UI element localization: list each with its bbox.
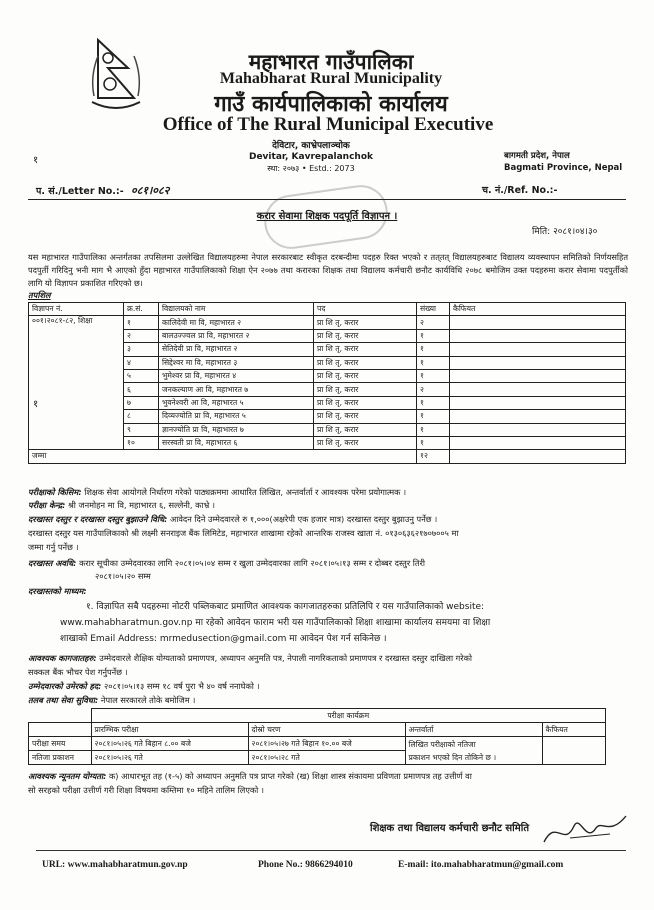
tapsil-label: तपशिल xyxy=(28,290,51,300)
remarks-cell xyxy=(450,356,626,369)
exam-center-label: परीक्षा केन्द्र: xyxy=(28,500,66,510)
interview-text-1: लिखित परीक्षाको नतिजा xyxy=(408,739,476,749)
municipality-name-np: महाभारत गाउँपालिका xyxy=(248,49,414,74)
count-cell: २ xyxy=(417,316,450,329)
post-cell: प्रा शि तृ, करार xyxy=(314,410,417,423)
fee-line-1 xyxy=(28,513,628,526)
count-cell: १ xyxy=(417,436,450,449)
province-en: Bagmati Province, Nepal xyxy=(504,163,623,173)
footer-divider xyxy=(36,850,626,851)
letter-no-value: ०८१।०८२ xyxy=(130,184,170,197)
sn-cell: ८ xyxy=(124,410,159,423)
notice-intro: यस महाभारत गाउँपालिका अन्तर्गतका तपसिलमा उल्लेखित विद्यालयहरुमा नेपाल सरकारबाट स्वीकृत दरबन्दीमा पदहरु रिक्त भएको र तत्‌तत् विद्यालयहरुबाट विद्यालय व्यवस्थापन समितिको निर्णयसहित पदपुर्ती गरिदिनु भनी माग भै आएको हुँदा महाभारत गाउँपालिकाको शिक्षा ऐन २०७७ तथा करारका शिक्षक तथा विद्यालय कर्मचारी छनौट कार्यविधि २०७८ बमोजिम उक्त पदहरुमा करार सेवामा पदपुर्तीको लागि यो विज्ञापन प्रकाशित गरिएको छ। xyxy=(28,252,628,288)
col-remarks: कैफियत xyxy=(450,303,626,316)
remarks-cell xyxy=(450,436,626,449)
age-line xyxy=(28,680,628,693)
total-label: जम्मा xyxy=(29,450,417,463)
exam-center xyxy=(28,499,628,512)
count-cell: १ xyxy=(417,423,450,436)
ref-no-label: च. नं./Ref. No.:- xyxy=(482,185,558,196)
table-row xyxy=(29,316,626,329)
qualification-label: आवश्यक न्यूनतम योग्यता: xyxy=(28,771,107,781)
medium-text-2: www.mahabharatmun.gov.np मा रहेको आवेदन फाराम भरी यस गाउँपालिकाको शिक्षा शाखामा कार्यालय समयमा वा शिक्षा xyxy=(60,618,491,628)
docs-line-1 xyxy=(28,652,628,665)
col-count: संख्या xyxy=(417,303,450,316)
remarks-cell xyxy=(450,329,626,342)
post-cell: प्रा शि तृ, करार xyxy=(314,436,417,449)
medium-text-1: १. विज्ञापित सबै पदहरुमा नोटरी पब्लिकबाट प्रमाणित आवश्यक कागजातहरुका प्रतिलिपि र यस गाउँपालिकाको website: xyxy=(86,602,485,612)
school-cell: सरस्वती प्रा वि, महाभारत ६ xyxy=(159,436,314,449)
place-np: देविटार, काभ्रेपलाञ्चोक xyxy=(272,141,350,151)
exam-mode-label: परीक्षाको किसिम: xyxy=(28,487,82,497)
fee-text-3: जम्मा गर्नु पर्नेछ । xyxy=(28,542,79,552)
school-cell: भुवनेश्वरी आ वि, महाभारत ५ xyxy=(159,396,314,409)
notice-date: मिति: २०८१।०४।३० xyxy=(532,227,598,237)
post-cell: प्रा शि तृ, करार xyxy=(314,396,417,409)
sn-cell: ९ xyxy=(124,423,159,436)
sn-cell: ६ xyxy=(124,383,159,396)
blank-cell xyxy=(29,723,92,737)
qualification-text-1: क) आधारभूत तह (१-५) को अध्यापन अनुमति पत्र प्राप्त गरेको (ख) शिक्षा शास्त्र संकायमा प्रविणता प्रमाणपत्र तह उत्तीर्ण वा xyxy=(109,771,472,781)
count-cell: १ xyxy=(417,396,450,409)
exam-header-row xyxy=(29,723,606,737)
col-ad-no: विज्ञापन नं. xyxy=(29,303,124,316)
deadline-text-1: करार सूचीका उम्मेदवारका लागि २०८१।०५।०४ सम्म र खुला उम्मेदवारका लागि २०८१।०५।१३ सम्म र दोब्बर दस्तुर तिरी xyxy=(79,558,426,568)
docs-label: आवश्यक कागजातहरु: xyxy=(28,653,97,663)
letter-no xyxy=(36,183,169,198)
remarks-cell xyxy=(450,369,626,382)
remarks-cell xyxy=(542,737,606,765)
total-remarks xyxy=(450,450,626,463)
school-cell: बालउज्ज्वल प्रा वि, महाभारत २ xyxy=(159,329,314,342)
remarks-cell xyxy=(450,423,626,436)
margin-mark: १ xyxy=(33,155,39,166)
school-cell: भुमेश्वर प्रा वि, महाभारत ४ xyxy=(159,369,314,382)
docs-text-2: सक्कल बैंक भौचर पेश गर्नुपर्नेछ । xyxy=(28,667,128,677)
qualification-text-2: सो सरहको परीक्षा उत्तीर्ण गरी शिक्षा विषयमा कम्तिमा १० महिने तालिम लिएको । xyxy=(28,785,264,795)
interview-text-2: प्रकाशन भएको दिन तोकिने छ । xyxy=(408,752,497,762)
row-label: नतिजा प्रकाशन xyxy=(29,751,92,765)
place-en: Devitar, Kavrepalanchok xyxy=(248,152,374,162)
exam-title-row xyxy=(29,709,606,723)
deadline-text-2: २०८१।०५।२० सम्म xyxy=(95,571,151,581)
school-cell: ज्ञानज्योति प्रा वि, महाभारत ७ xyxy=(159,423,314,436)
school-cell: सेतिदेवी प्रा वि, महाभारत २ xyxy=(159,343,314,356)
remarks-cell xyxy=(450,316,626,329)
municipality-name-en: Mahabharat Rural Municipality xyxy=(219,70,443,87)
footer-email[interactable]: E-mail: ito.mahabharatmun@gmail.com xyxy=(398,860,564,870)
remarks-cell xyxy=(450,343,626,356)
medium-label: दरखास्तको माध्यम: xyxy=(28,586,87,596)
sn-cell: ५ xyxy=(124,369,159,382)
count-cell: १ xyxy=(417,329,450,342)
col-interview: अन्तर्वार्ता xyxy=(405,723,542,737)
exam-center-text: श्री जनमोहन मा वि, महाभारत ६, सल्लेनी, काभ्रे । xyxy=(68,500,216,510)
sn-cell: २ xyxy=(124,329,159,342)
signature-scribble-icon xyxy=(540,808,630,850)
post-cell: प्रा शि तृ, करार xyxy=(314,316,417,329)
post-cell: प्रा शि तृ, करार xyxy=(314,329,417,342)
qualification-line-1 xyxy=(28,770,628,783)
post-cell: प्रा शि तृ, करार xyxy=(314,343,417,356)
school-cell: सिद्देश्वर मा वि, महाभारत ३ xyxy=(159,356,314,369)
total-value: १२ xyxy=(417,450,450,463)
count-cell: १ xyxy=(417,410,450,423)
medium-text-3: शाखाको Email Address: mrmedusection@gmail.com मा आवेदन पेश गर्न सकिनेछ । xyxy=(60,634,387,644)
stage1-cell: २०८१।०५।२६ गते बिहान ८.०० बजे xyxy=(91,737,248,751)
remarks-cell xyxy=(450,410,626,423)
footer-url[interactable]: URL: www.mahabharatmun.gov.np xyxy=(42,860,188,870)
office-name-np: गाउँ कार्यपालिकाको कार्यालय xyxy=(214,91,448,117)
count-cell: १ xyxy=(417,369,450,382)
school-cell: जनकल्याण आ वि, महाभारत ७ xyxy=(159,383,314,396)
docs-text-1: उम्मेदवारले शैक्षिक योग्यताको प्रमाणपत्र, अध्यापन अनुमति पत्र, नेपाली नागरिकताको प्रमाणपत्र र दरखास्त दस्तुर दाखिला गरेको xyxy=(99,653,473,663)
blank-cell xyxy=(29,709,92,723)
school-cell: कालिदेवी मा वि, महाभारत २ xyxy=(159,316,314,329)
established: स्था: २०७३ • Estd.: 2073 xyxy=(267,164,355,173)
post-cell: प्रा शि तृ, करार xyxy=(314,423,417,436)
count-cell: २ xyxy=(417,383,450,396)
row-label: परीक्षा समय xyxy=(29,737,92,751)
margin-mark-2: १ xyxy=(33,399,39,410)
col-school: विद्यालयको नाम xyxy=(159,303,314,316)
count-cell: १ xyxy=(417,343,450,356)
school-cell: दिव्यज्योति प्रा वि, महाभारत ५ xyxy=(159,410,314,423)
post-cell: प्रा शि तृ, करार xyxy=(314,383,417,396)
sn-cell: १ xyxy=(124,316,159,329)
deadline-line-1 xyxy=(28,557,628,570)
post-cell: प्रा शि तृ, करार xyxy=(314,369,417,382)
sn-cell: ७ xyxy=(124,396,159,409)
fee-label: दरखास्त दस्तुर र दरखास्त दस्तुर बुझाउने विधि: xyxy=(28,514,168,524)
total-row xyxy=(29,450,626,463)
post-cell: प्रा शि तृ, करार xyxy=(314,356,417,369)
posts-table xyxy=(28,302,626,464)
count-cell: १ xyxy=(417,356,450,369)
salary-text: नेपाल सरकारले तोके बमोजिम । xyxy=(100,695,196,705)
office-name-en: Office of The Rural Municipal Executive xyxy=(162,114,494,135)
sn-cell: ४ xyxy=(124,356,159,369)
interview-cell xyxy=(405,737,542,765)
nepal-emblem-icon xyxy=(88,36,144,116)
province-np: बागमती प्रदेश, नेपाल xyxy=(504,151,570,161)
col-sn: क्र.सं. xyxy=(124,303,159,316)
col-stage2: दोस्रो चरण xyxy=(248,723,405,737)
fee-text-1: आवेदन दिने उम्मेदवारले रु १,०००(अक्षरेपी एक हजार मात्र) दरखास्त दस्तुर बुझाउनु पर्नेछ । xyxy=(170,514,438,524)
ad-no-cell: ००१।२०८१-८२, शिक्षा xyxy=(29,316,124,450)
salary-label: तलब तथा सेवा सुविधा: xyxy=(28,695,99,705)
exam-mode-text: शिक्षक सेवा आयोगले निर्धारण गरेको पाठ्यक्रममा आधारित लिखित, अन्तर्वार्ता र आवश्यक परेमा प्रयोगात्मक । xyxy=(84,487,407,497)
fee-text-2: दरखास्त दस्तुर यस गाउँपालिकाको श्री लक्ष्मी सनराइज बैंक लिमिटेड, महाभारत शाखामा रहेको आन्तरिक राजस्व खाता नं. ०१३०६३६२१७०७००५ मा xyxy=(28,528,459,538)
sn-cell: १० xyxy=(124,436,159,449)
sn-cell: ३ xyxy=(124,343,159,356)
posts-header-row xyxy=(29,303,626,316)
exam-mode xyxy=(28,486,628,499)
exam-schedule-table xyxy=(28,708,606,765)
committee-signature: शिक्षक तथा विद्यालय कर्मचारी छनौट समिति xyxy=(370,823,530,834)
stage2-cell: २०८१।०५।२७ गते बिहान १०.०० बजे xyxy=(248,737,405,751)
exam-title: परीक्षा कार्यक्रम xyxy=(91,709,606,723)
notice-title: करार सेवामा शिक्षक पदपूर्ति विज्ञापन । xyxy=(256,211,398,222)
footer-phone: Phone No.: 9866294010 xyxy=(258,860,353,870)
province-block xyxy=(504,150,634,174)
medium-label-line xyxy=(28,585,628,598)
col-post: पद xyxy=(314,303,417,316)
remarks-cell xyxy=(450,396,626,409)
remarks-cell xyxy=(450,383,626,396)
stage2-cell: २०८१।०५।२८ गते xyxy=(248,751,405,765)
age-text: २०८१।०५।१३ सम्म १८ वर्ष पुरा भै ४० वर्ष ननाघेको । xyxy=(104,681,260,691)
stage1-cell: २०८१।०५।२६ गते xyxy=(91,751,248,765)
deadline-label: दरखास्त अवधि: xyxy=(28,558,77,568)
table-row xyxy=(29,737,606,751)
letter-no-label: प. सं./Letter No.:- xyxy=(36,186,124,197)
salary-line xyxy=(28,694,628,707)
age-label: उम्मेदवारको उमेरको हद: xyxy=(28,681,102,691)
col-stage1: प्रारम्भिक परीक्षा xyxy=(91,723,248,737)
col-remarks: कैफियत xyxy=(542,723,606,737)
